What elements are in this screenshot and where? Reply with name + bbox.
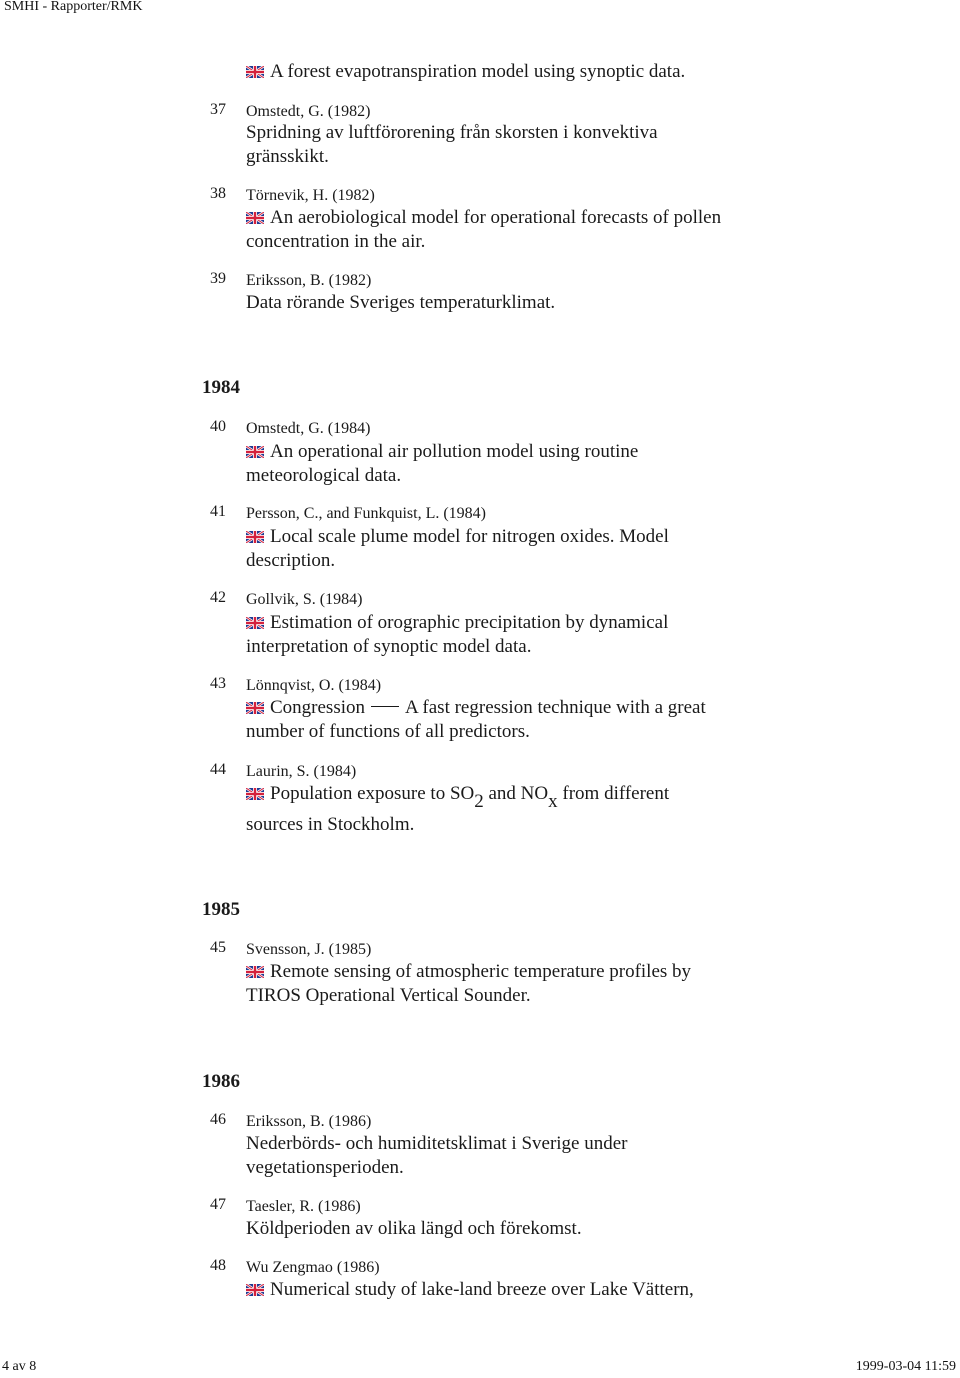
entry-44-author: Laurin, S. (1984) [246,763,357,780]
entry-44-title-line2: sources in Stockholm. [246,814,415,835]
entry-46-title-line1: Nederbörds- och humiditetsklimat i Sverige under [246,1133,628,1154]
entry-46-number: 46 [210,1111,226,1128]
year-heading-1985: 1985 [202,899,240,920]
entry-40-number: 40 [210,418,226,435]
entry-44-title-line1: Population exposure to $SO_2$ and $NO_x$ from different [246,782,766,806]
uk-flag-icon [246,212,264,224]
entry-41-title-line2: description. [246,550,336,571]
print-header-title: SMHI - Rapporter/RMK [4,0,143,14]
entry-37-author: Omstedt, G. (1982) [246,103,371,120]
entry-43-title-line2: number of functions of all predictors. [246,721,530,742]
entry-39-title: Data rörande Sveriges temperaturklimat. [246,292,556,313]
year-heading-1984: 1984 [202,377,240,398]
entry-42-title-line1: Estimation of orographic precipitation by dynamical [246,611,766,635]
entry-40-author: Omstedt, G. (1984) [246,420,371,437]
entry-39-author: Eriksson, B. (1982) [246,272,372,289]
entry-44-number: 44 [210,761,226,778]
uk-flag-icon [246,788,264,800]
print-footer-page: 4 av 8 [2,1359,37,1374]
entry-37-title-line1: Spridning av luftförorening från skorsten i konvektiva [246,122,658,143]
entry-45-author: Svensson, J. (1985) [246,941,372,958]
em-dash [371,706,399,707]
entry-48-author: Wu Zengmao (1986) [246,1259,380,1276]
entry-41-author: Persson, C., and Funkquist, L. (1984) [246,505,486,522]
entry-45-number: 45 [210,939,226,956]
entry-37-number: 37 [210,101,226,118]
entry-48-title: Numerical study of lake-land breeze over Lake Vättern, [246,1278,766,1302]
entry-41-number: 41 [210,503,226,520]
entry-38-author: Törnevik, H. (1982) [246,187,375,204]
entry-38-title-line1: An aerobiological model for operational forecasts of pollen [246,206,766,230]
entry-47-title: Köldperioden av olika längd och förekomst. [246,1218,582,1239]
entry-42-number: 42 [210,589,226,606]
entry-47-author: Taesler, R. (1986) [246,1198,361,1215]
entry-43-author: Lönnqvist, O. (1984) [246,677,382,694]
entry-38-title-line2: concentration in the air. [246,231,426,252]
entry-43-number: 43 [210,675,226,692]
uk-flag-icon [246,617,264,629]
uk-flag-icon [246,66,264,78]
entry-39-number: 39 [210,270,226,287]
entry-42-title-line2: interpretation of synoptic model data. [246,636,532,657]
entry-36-title: A forest evapotranspiration model using synoptic data. [246,60,766,84]
year-heading-1986: 1986 [202,1071,240,1092]
entry-45-title-line1: Remote sensing of atmospheric temperature profiles by [246,960,766,984]
uk-flag-icon [246,1284,264,1296]
entry-46-author: Eriksson, B. (1986) [246,1113,372,1130]
uk-flag-icon [246,446,264,458]
entry-43-title-line1: Congression A fast regression technique with a great [246,696,766,720]
entry-45-title-line2: TIROS Operational Vertical Sounder. [246,985,531,1006]
entry-40-title-line2: meteorological data. [246,465,402,486]
uk-flag-icon [246,531,264,543]
entry-47-number: 47 [210,1196,226,1213]
entry-37-title-line2: gränsskikt. [246,146,329,167]
entry-46-title-line2: vegetationsperioden. [246,1157,404,1178]
entry-40-title-line1: An operational air pollution model using routine [246,440,766,464]
entry-38-number: 38 [210,185,226,202]
uk-flag-icon [246,966,264,978]
entry-48-number: 48 [210,1257,226,1274]
entry-41-title-line1: Local scale plume model for nitrogen oxides. Model [246,525,766,549]
uk-flag-icon [246,702,264,714]
entry-42-author: Gollvik, S. (1984) [246,591,363,608]
print-footer-timestamp: 1999-03-04 11:59 [855,1359,956,1374]
